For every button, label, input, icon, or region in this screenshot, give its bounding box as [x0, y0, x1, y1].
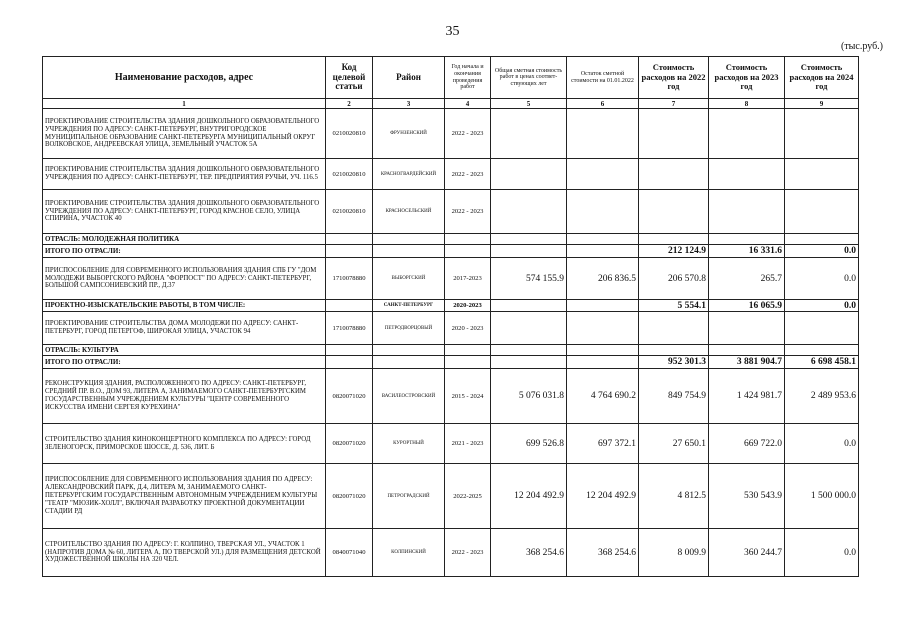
table-row: [43, 312, 859, 345]
header-period: Год начала и окончания проведения работ: [445, 57, 491, 99]
section-row: [43, 345, 859, 356]
district: КРАСНОСЕЛЬСКИЙ: [373, 190, 445, 234]
column-number: 1: [43, 99, 326, 109]
column-number-row: [43, 99, 859, 109]
total-cost: [491, 356, 567, 369]
target-code: 0210020810: [326, 159, 373, 190]
total-row: [43, 356, 859, 369]
remaining-cost: 697 372.1: [567, 424, 639, 464]
expense-name: РЕКОНСТРУКЦИЯ ЗДАНИЯ, РАСПОЛОЖЕННОГО ПО АДРЕСУ: САНКТ-ПЕТЕРБУРГ, СРЕДНИЙ ПР. В.О., ДОМ 93, ЛИТЕРА А, ЗАНИМАЕМОГО САНКТ-ПЕТЕРБУРГСКИМ ГОСУДАРСТВЕННЫМ УЧРЕЖДЕНИЕМ КУЛЬТУРЫ "ЦЕНТР СОВРЕМЕННОГО ИСКУССТВА ИМЕНИ СЕРГЕЯ КУРЕХИНА": [43, 369, 326, 424]
cost-2024: 2 489 953.6: [785, 369, 859, 424]
district: ФРУНЗЕНСКИЙ: [373, 109, 445, 159]
cost-2024: [785, 345, 859, 356]
cost-2024: 1 500 000.0: [785, 464, 859, 529]
table-row: [43, 258, 859, 300]
cost-2023: 360 244.7: [709, 529, 785, 577]
cost-2022: [639, 345, 709, 356]
units-label: (тыс.руб.): [840, 41, 883, 52]
header-total-cost: Общая сметная стоимость работ в ценах соответ-ствующих лет: [491, 57, 567, 99]
cost-2023: [709, 159, 785, 190]
cost-2022: 206 570.8: [639, 258, 709, 300]
target-code: 0840071040: [326, 529, 373, 577]
district: [373, 234, 445, 245]
remaining-cost: [567, 356, 639, 369]
cost-2023: [709, 109, 785, 159]
remaining-cost: 12 204 492.9: [567, 464, 639, 529]
cost-2022: [639, 190, 709, 234]
cost-2023: 530 543.9: [709, 464, 785, 529]
district: [373, 345, 445, 356]
district: КУРОРТНЫЙ: [373, 424, 445, 464]
subtotal-row: [43, 300, 859, 312]
target-code: 1710078880: [326, 258, 373, 300]
cost-2023: 16 065.9: [709, 300, 785, 312]
expense-name: СТРОИТЕЛЬСТВО ЗДАНИЯ КИНОКОНЦЕРТНОГО КОМПЛЕКСА ПО АДРЕСУ: ГОРОД ЗЕЛЕНОГОРСК, ПРИМОРСКОЕ ШОССЕ, Д. 536, ЛИТ. Б: [43, 424, 326, 464]
cost-2024: 0.0: [785, 424, 859, 464]
cost-2022: [639, 312, 709, 345]
table-row: [43, 190, 859, 234]
target-code: [326, 300, 373, 312]
target-code: [326, 345, 373, 356]
district: ПЕТРОГРАДСКИЙ: [373, 464, 445, 529]
cost-2023: [709, 190, 785, 234]
column-number: 4: [445, 99, 491, 109]
cost-2024: 6 698 458.1: [785, 356, 859, 369]
target-code: 0820071020: [326, 464, 373, 529]
period: 2022 - 2023: [445, 529, 491, 577]
period: 2022 - 2023: [445, 159, 491, 190]
cost-2023: 3 881 904.7: [709, 356, 785, 369]
district: ВЫБОРГСКИЙ: [373, 258, 445, 300]
header-cost-2023: Стоимость расходов на 2023 год: [709, 57, 785, 99]
header-row: [43, 57, 859, 99]
total-row: [43, 245, 859, 258]
period: 2020 - 2023: [445, 312, 491, 345]
total-cost: 574 155.9: [491, 258, 567, 300]
cost-2024: 0.0: [785, 300, 859, 312]
table-row: [43, 464, 859, 529]
section-row: [43, 234, 859, 245]
period: 2022 - 2023: [445, 109, 491, 159]
column-number: 7: [639, 99, 709, 109]
remaining-cost: 206 836.5: [567, 258, 639, 300]
budget-table: [42, 56, 859, 577]
cost-2024: [785, 312, 859, 345]
target-code: 1710078880: [326, 312, 373, 345]
district: КОЛПИНСКИЙ: [373, 529, 445, 577]
cost-2024: [785, 234, 859, 245]
section-title: ОТРАСЛЬ: КУЛЬТУРА: [43, 345, 326, 356]
remaining-cost: [567, 245, 639, 258]
cost-2023: [709, 345, 785, 356]
column-number: 3: [373, 99, 445, 109]
total-cost: [491, 345, 567, 356]
remaining-cost: [567, 190, 639, 234]
cost-2024: [785, 190, 859, 234]
target-code: 0210020810: [326, 109, 373, 159]
period: [445, 234, 491, 245]
cost-2023: [709, 234, 785, 245]
period: 2020-2023: [445, 300, 491, 312]
district: САНКТ-ПЕТЕРБУРГ: [373, 300, 445, 312]
table-row: [43, 424, 859, 464]
total-title: ИТОГО ПО ОТРАСЛИ:: [43, 356, 326, 369]
cost-2024: [785, 159, 859, 190]
total-cost: [491, 234, 567, 245]
remaining-cost: [567, 300, 639, 312]
district: ПЕТРОДВОРЦОВЫЙ: [373, 312, 445, 345]
cost-2022: [639, 159, 709, 190]
column-number: 6: [567, 99, 639, 109]
remaining-cost: 368 254.6: [567, 529, 639, 577]
header-code: Код целевой статьи: [326, 57, 373, 99]
period: [445, 345, 491, 356]
header-name: Наименование расходов, адрес: [43, 57, 326, 99]
cost-2023: [709, 312, 785, 345]
expense-name: ПРОЕКТИРОВАНИЕ СТРОИТЕЛЬСТВА ЗДАНИЯ ДОШКОЛЬНОГО ОБРАЗОВАТЕЛЬНОГО УЧРЕЖДЕНИЯ ПО АДРЕСУ: САНКТ-ПЕТЕРБУРГ, ВНУТРИГОРОДСКОЕ МУНИЦИПАЛЬНОЕ ОБРАЗОВАНИЕ САНКТ-ПЕТЕРБУРГА МУНИЦИПАЛЬНЫЙ ОКРУГ ВОЛКОВСКОЕ, АНДРЕЕВСКАЯ УЛИЦА, ЗЕМЕЛЬНЫЙ УЧАСТОК 5А: [43, 109, 326, 159]
expense-name: ПРОЕКТИРОВАНИЕ СТРОИТЕЛЬСТВА ДОМА МОЛОДЕЖИ ПО АДРЕСУ: САНКТ-ПЕТЕРБУРГ, ГОРОД ПЕТЕРГОФ, ШИРОКАЯ УЛИЦА, УЧАСТОК 94: [43, 312, 326, 345]
total-cost: 368 254.6: [491, 529, 567, 577]
period: 2022-2025: [445, 464, 491, 529]
cost-2022: 5 554.1: [639, 300, 709, 312]
cost-2022: 4 812.5: [639, 464, 709, 529]
remaining-cost: [567, 234, 639, 245]
remaining-cost: [567, 159, 639, 190]
total-title: ИТОГО ПО ОТРАСЛИ:: [43, 245, 326, 258]
remaining-cost: 4 764 690.2: [567, 369, 639, 424]
period: [445, 356, 491, 369]
district: КРАСНОГВАРДЕЙСКИЙ: [373, 159, 445, 190]
cost-2022: 849 754.9: [639, 369, 709, 424]
column-number: 9: [785, 99, 859, 109]
cost-2024: 0.0: [785, 245, 859, 258]
table-row: [43, 529, 859, 577]
period: 2017-2023: [445, 258, 491, 300]
cost-2023: 669 722.0: [709, 424, 785, 464]
cost-2023: 265.7: [709, 258, 785, 300]
section-title: ОТРАСЛЬ: МОЛОДЕЖНАЯ ПОЛИТИКА: [43, 234, 326, 245]
target-code: [326, 245, 373, 258]
header-cost-2024: Стоимость расходов на 2024 год: [785, 57, 859, 99]
cost-2022: 952 301.3: [639, 356, 709, 369]
header-cost-2022: Стоимость расходов на 2022 год: [639, 57, 709, 99]
total-cost: 699 526.8: [491, 424, 567, 464]
cost-2024: 0.0: [785, 529, 859, 577]
total-cost: 12 204 492.9: [491, 464, 567, 529]
target-code: 0820071020: [326, 424, 373, 464]
district: [373, 245, 445, 258]
target-code: [326, 234, 373, 245]
target-code: [326, 356, 373, 369]
expense-name: ПРОЕКТИРОВАНИЕ СТРОИТЕЛЬСТВА ЗДАНИЯ ДОШКОЛЬНОГО ОБРАЗОВАТЕЛЬНОГО УЧРЕЖДЕНИЯ ПО АДРЕСУ: САНКТ-ПЕТЕРБУРГ, ГОРОД КРАСНОЕ СЕЛО, УЛИЦА СПИРИНА, УЧАСТОК 40: [43, 190, 326, 234]
period: 2015 - 2024: [445, 369, 491, 424]
remaining-cost: [567, 109, 639, 159]
period: [445, 245, 491, 258]
table-row: [43, 109, 859, 159]
remaining-cost: [567, 312, 639, 345]
total-cost: [491, 109, 567, 159]
target-code: 0820071020: [326, 369, 373, 424]
period: 2022 - 2023: [445, 190, 491, 234]
cost-2022: 8 009.9: [639, 529, 709, 577]
cost-2023: 1 424 981.7: [709, 369, 785, 424]
cost-2023: 16 331.6: [709, 245, 785, 258]
expense-name: СТРОИТЕЛЬСТВО ЗДАНИЯ ПО АДРЕСУ: Г. КОЛПИНО, ТВЕРСКАЯ УЛ., УЧАСТОК 1 (НАПРОТИВ ДОМА № 60, ЛИТЕРА А, ПО ТВЕРСКОЙ УЛ.) ДЛЯ РАЗМЕЩЕНИЯ ДЕТСКОЙ ХУДОЖЕСТВЕННОЙ ШКОЛЫ НА 320 ЧЕЛ.: [43, 529, 326, 577]
total-cost: [491, 159, 567, 190]
column-number: 5: [491, 99, 567, 109]
expense-name: ПРИСПОСОБЛЕНИЕ ДЛЯ СОВРЕМЕННОГО ИСПОЛЬЗОВАНИЯ ЗДАНИЯ СПБ ГУ "ДОМ МОЛОДЕЖИ ВЫБОРГСКОГО РАЙОНА "ФОРПОСТ" ПО АДРЕСУ: САНКТ-ПЕТЕРБУРГ, БОЛЬШОЙ САМПСОНИЕВСКИЙ ПР., Д.37: [43, 258, 326, 300]
cost-2022: 27 650.1: [639, 424, 709, 464]
remaining-cost: [567, 345, 639, 356]
total-cost: [491, 300, 567, 312]
subtotal-title: ПРОЕКТНО-ИЗЫСКАТЕЛЬСКИЕ РАБОТЫ, В ТОМ ЧИСЛЕ:: [43, 300, 326, 312]
expense-name: ПРОЕКТИРОВАНИЕ СТРОИТЕЛЬСТВА ЗДАНИЯ ДОШКОЛЬНОГО ОБРАЗОВАТЕЛЬНОГО УЧРЕЖДЕНИЯ ПО АДРЕСУ: САНКТ-ПЕТЕРБУРГ, ТЕР. ПРЕДПРИЯТИЯ РУЧЬИ, УЧ. 116.5: [43, 159, 326, 190]
period: 2021 - 2023: [445, 424, 491, 464]
cost-2024: 0.0: [785, 258, 859, 300]
header-district: Район: [373, 57, 445, 99]
cost-2022: 212 124.9: [639, 245, 709, 258]
total-cost: [491, 190, 567, 234]
total-cost: [491, 312, 567, 345]
header-remaining: Остаток сметной стоимости на 01.01.2022: [567, 57, 639, 99]
cost-2024: [785, 109, 859, 159]
page-number: 35: [445, 24, 460, 39]
district: [373, 356, 445, 369]
target-code: 0210020810: [326, 190, 373, 234]
cost-2022: [639, 109, 709, 159]
cost-2022: [639, 234, 709, 245]
district: ВАСИЛЕОСТРОВСКИЙ: [373, 369, 445, 424]
total-cost: [491, 245, 567, 258]
column-number: 8: [709, 99, 785, 109]
table-row: [43, 159, 859, 190]
total-cost: 5 076 031.8: [491, 369, 567, 424]
expense-name: ПРИСПОСОБЛЕНИЕ ДЛЯ СОВРЕМЕННОГО ИСПОЛЬЗОВАНИЯ ЗДАНИЯ ПО АДРЕСУ: АЛЕКСАНДРОВСКИЙ ПАРК, Д.4, ЛИТЕРА М, ЗАНИМАЕМОГО САНКТ-ПЕТЕРБУРГСКИМ ГОСУДАРСТВЕННЫМ АВТОНОМНЫМ УЧРЕЖДЕНИЕМ КУЛЬТУРЫ "ТЕАТР "МЮЗИК-ХОЛЛ", ВКЛЮЧАЯ РАЗРАБОТКУ ПРОЕКТНОЙ ДОКУМЕНТАЦИИ СТАДИИ РД: [43, 464, 326, 529]
column-number: 2: [326, 99, 373, 109]
table-row: [43, 369, 859, 424]
